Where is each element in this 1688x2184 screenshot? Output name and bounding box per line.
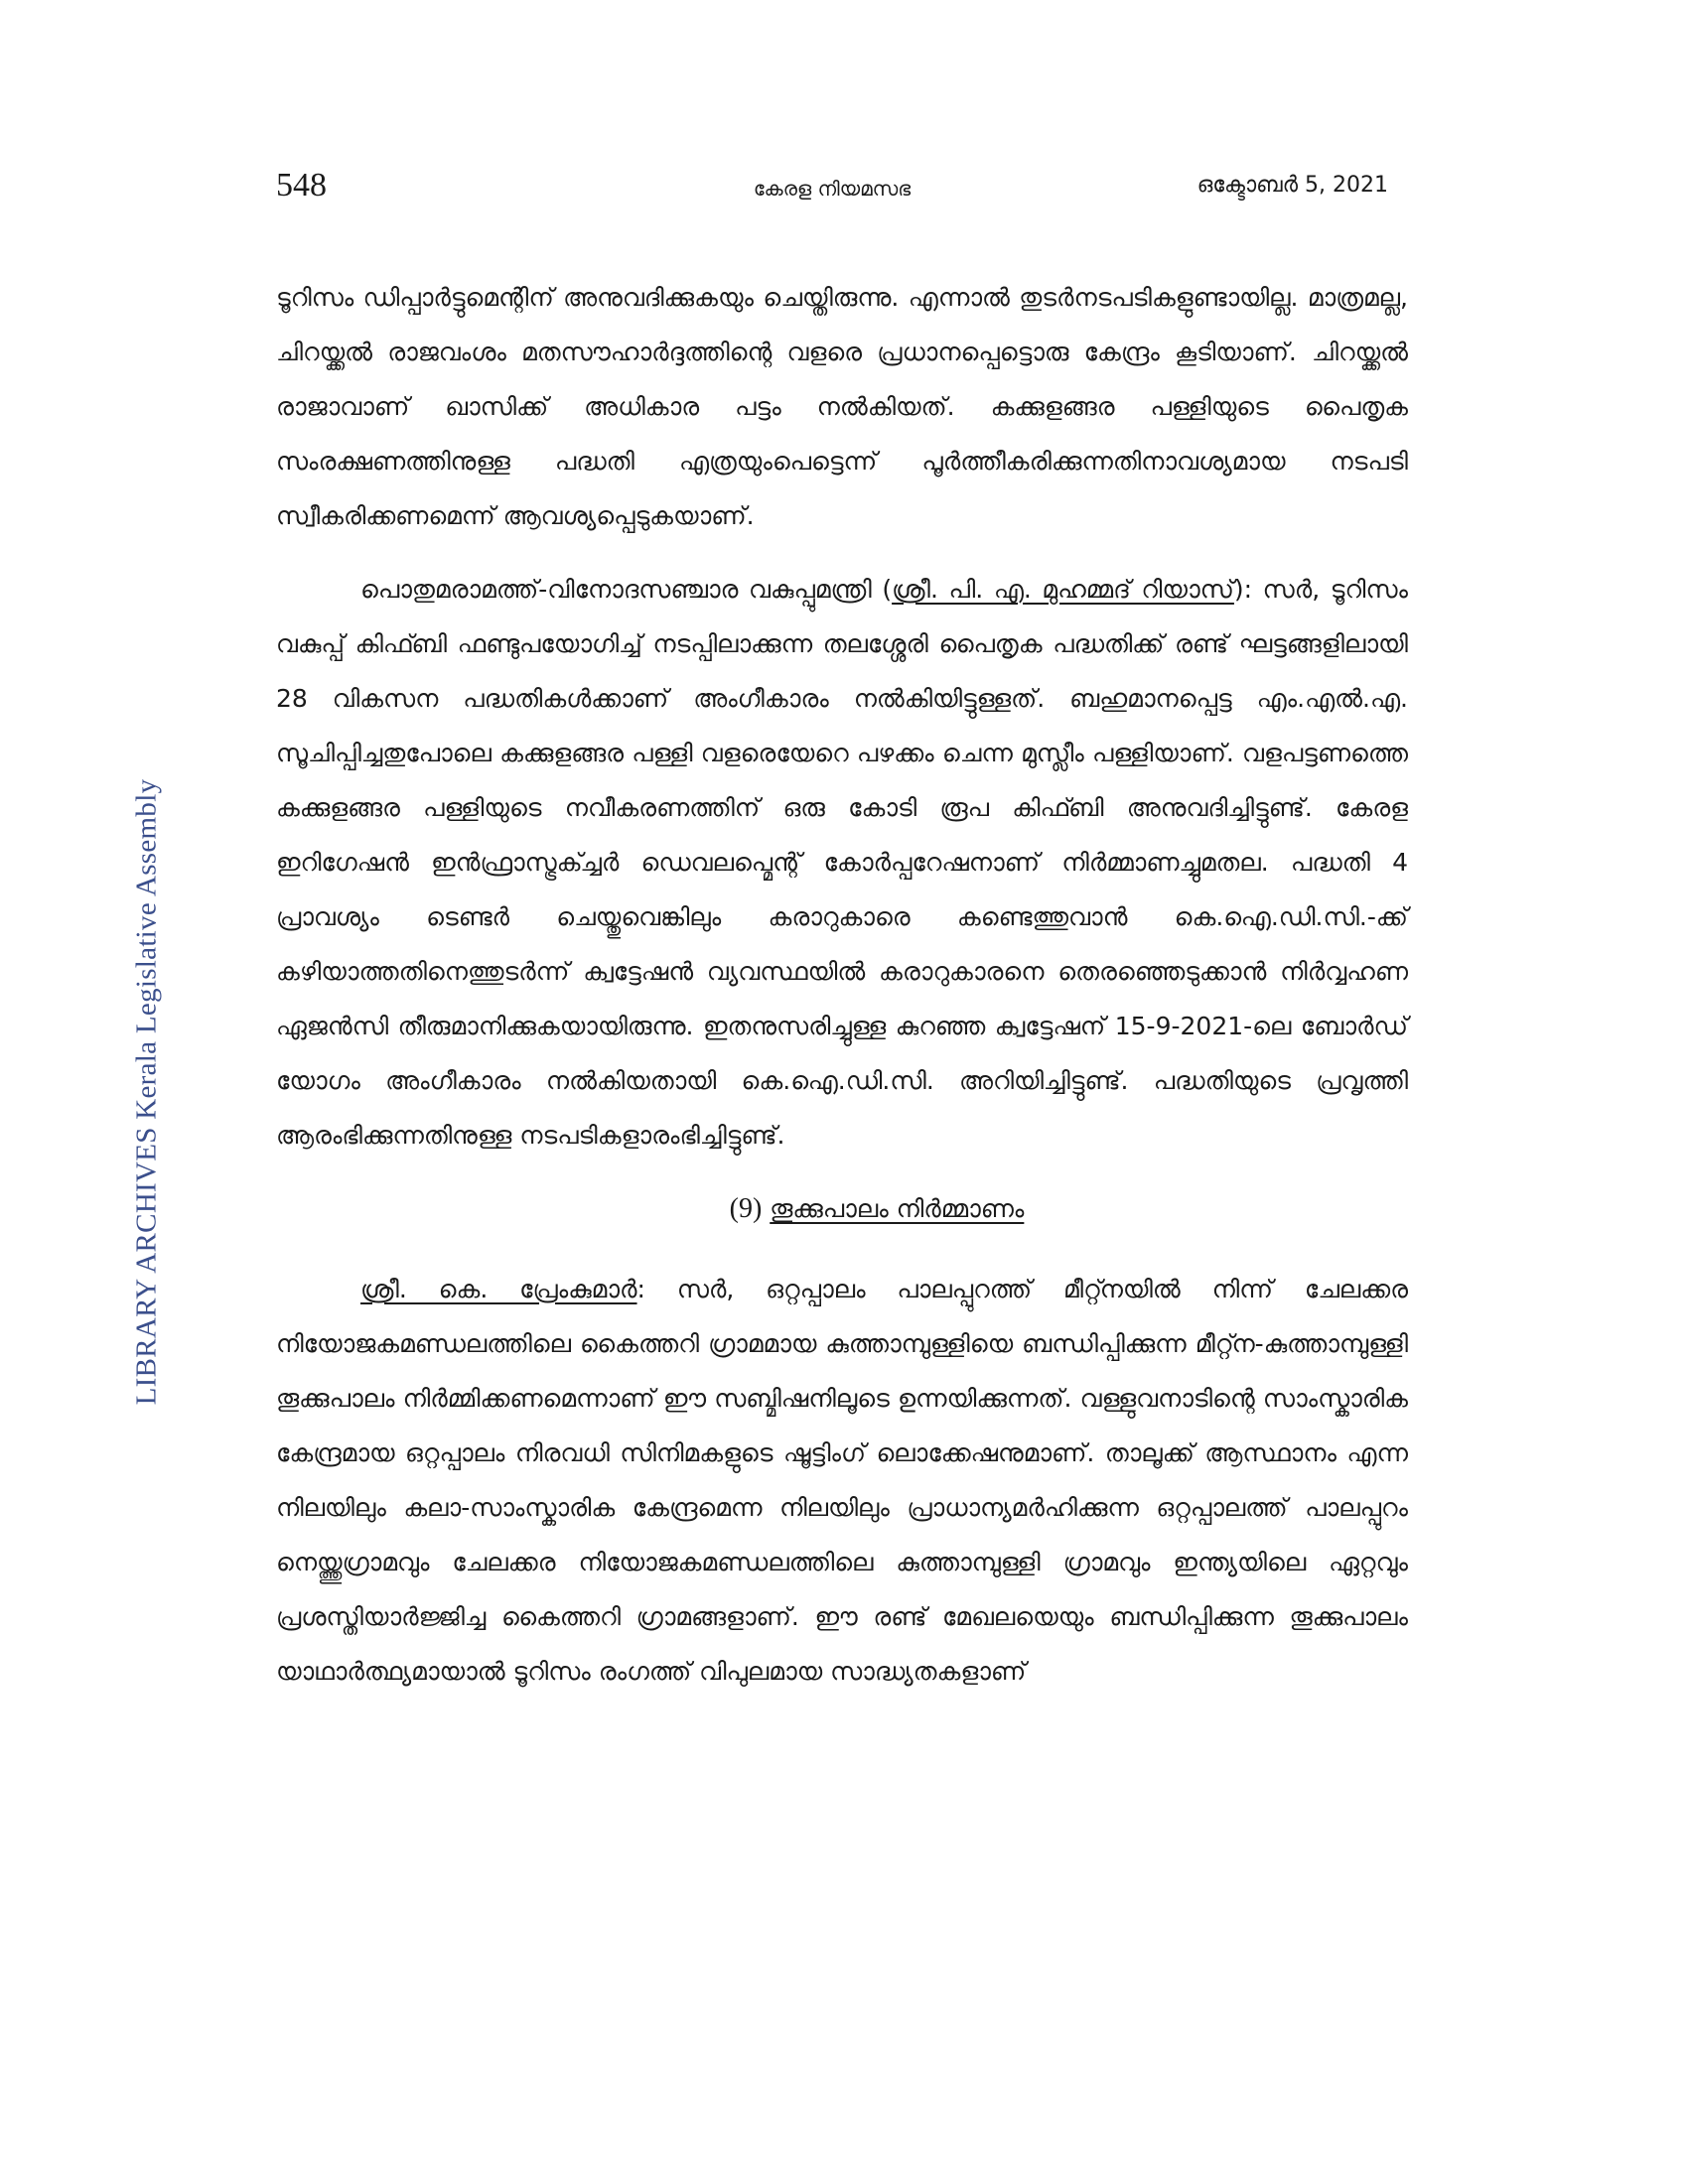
speaker-name: ശ്രീ. കെ. പ്രേംകുമാർ (360, 1275, 637, 1303)
speaker-name: ശ്രീ. പി. എ. മുഹമ്മദ് റിയാസ് (892, 575, 1234, 604)
library-archives-watermark: LIBRARY ARCHIVES Kerala Legislative Assembly (130, 778, 163, 1406)
submission-paragraph (276, 1262, 1408, 1699)
speaker-designation: പൊതുമരാമത്ത്-വിനോദസഞ്ചാര വകുപ്പുമന്ത്രി ( (360, 575, 893, 604)
reply-text: സർ, ടൂറിസം വകുപ്പ് കിഫ്ബി ഫണ്ടുപയോഗിച്ച് നടപ്പിലാക്കുന്ന തലശ്ശേരി പൈതൃക പദ്ധതിക്ക് രണ്ട് ഘട്ടങ്ങളിലായി 28 വികസന പദ്ധതികൾക്കാണ് അംഗീകാരം നൽകിയിട്ടുള്ളത്. ബഹുമാനപ്പെട്ട എം.എൽ.എ. സൂചിപ്പിച്ചതുപോലെ കക്കുളങ്ങര പള്ളി വളരെയേറെ പഴക്കം ചെന്ന മുസ്ലീം പള്ളിയാണ്. വളപട്ടണത്തെ കക്കുളങ്ങര പള്ളിയുടെ നവീകരണത്തിന് ഒരു കോടി രൂപ കിഫ്ബി അനുവദിച്ചിട്ടുണ്ട്. കേരള ഇറിഗേഷൻ ഇൻഫ്രാസ്ട്രക്ച്ചർ ഡെവലപ്മെന്റ് കോർപ്പറേഷനാണ് നിർമ്മാണച്ചുമതല. പദ്ധതി 4 പ്രാവശ്യം ടെണ്ടർ ചെയ്തുവെങ്കിലും കരാറുകാരെ കണ്ടെത്തുവാൻ കെ.ഐ.ഡി.സി.-ക്ക് കഴിയാത്തതിനെത്തുടർന്ന് ക്വട്ടേഷൻ വ്യവസ്ഥയിൽ കരാറുകാരനെ തെരഞ്ഞെടുക്കാൻ നിർവ്വഹണ ഏജൻസി തീരുമാനിക്കുകയായിരുന്നു. ഇതനുസരിച്ചുള്ള കുറഞ്ഞ ക്വട്ടേഷന് 15-9-2021-ലെ ബോർഡ് യോഗം അംഗീകാരം നൽകിയതായി കെ.ഐ.ഡി.സി. അറിയിച്ചിട്ടുണ്ട്. പദ്ധതിയുടെ പ്രവൃത്തി ആരംഭിക്കുന്നതിനുള്ള നടപടികളാരംഭിച്ചിട്ടുണ്ട്. (276, 575, 1408, 1150)
section-number: (9) (729, 1193, 763, 1224)
page-header (276, 167, 1388, 216)
page-number: 548 (276, 167, 327, 204)
minister-reply-paragraph (276, 562, 1408, 1162)
header-date: ഒക്ടോബർ 5, 2021 (1196, 173, 1388, 198)
header-title: കേരള നിയമസഭ (753, 177, 912, 201)
speaker-suffix: ): (1233, 575, 1253, 604)
paragraph-continued: ടൂറിസം ഡിപ്പാർട്ടുമെന്റിന് അനുവദിക്കുകയും ചെയ്തിരുന്നു. എന്നാൽ തുടർനടപടികളുണ്ടായില്ല. മാത്രമല്ല, ചിറയ്ക്കൽ രാജവംശം മതസൗഹാർദ്ദത്തിന്റെ വളരെ പ്രധാനപ്പെട്ടൊരു കേന്ദ്രം കൂടിയാണ്. ചിറയ്ക്കൽ രാജാവാണ് ഖാസിക്ക് അധികാര പട്ടം നൽകിയത്. കക്കുളങ്ങര പള്ളിയുടെ പൈതൃക സംരക്ഷണത്തിനുള്ള പദ്ധതി എത്രയുംപെട്ടെന്ന് പൂർത്തീകരിക്കുന്നതിനാവശ്യമായ നടപടി സ്വീകരിക്കണമെന്ന് ആവശ്യപ്പെടുകയാണ്. (276, 283, 1408, 530)
submission-text: സർ, ഒറ്റപ്പാലം പാലപ്പുറത്ത് മീറ്റ്നയിൽ നിന്ന് ചേലക്കര നിയോജകമണ്ഡലത്തിലെ കൈത്തറി ഗ്രാമമായ കുത്താമ്പുള്ളിയെ ബന്ധിപ്പിക്കുന്ന മീറ്റ്ന-കുത്താമ്പുള്ളി തൂക്കുപാലം നിർമ്മിക്കണമെന്നാണ് ഈ സബ്മിഷനിലൂടെ ഉന്നയിക്കുന്നത്. വള്ളുവനാടിന്റെ സാംസ്കാരിക കേന്ദ്രമായ ഒറ്റപ്പാലം നിരവധി സിനിമകളുടെ ഷൂട്ടിംഗ് ലൊക്കേഷനുമാണ്. താലൂക്ക് ആസ്ഥാനം എന്ന നിലയിലും കലാ-സാംസ്കാരിക കേന്ദ്രമെന്ന നിലയിലും പ്രാധാന്യമർഹിക്കുന്ന ഒറ്റപ്പാലത്ത് പാലപ്പുറം നെയ്ത്തുഗ്രാമവും ചേലക്കര നിയോജകമണ്ഡലത്തിലെ കുത്താമ്പുള്ളി ഗ്രാമവും ഇന്ത്യയിലെ ഏറ്റവും പ്രശസ്തിയാർജ്ജിച്ച കൈത്തറി ഗ്രാമങ്ങളാണ്. ഈ രണ്ട് മേഖലയെയും ബന്ധിപ്പിക്കുന്ന തൂക്കുപാലം യാഥാർത്ഥ്യമായാൽ ടൂറിസം രംഗത്ത് വിപുലമായ സാദ്ധ്യതകളാണ് (276, 1275, 1408, 1686)
section-title: തൂക്കുപാലം നിർമ്മാണം (770, 1194, 1025, 1223)
section-heading (276, 1181, 1408, 1236)
document-body (276, 270, 1408, 1717)
speaker-suffix: : (636, 1275, 645, 1303)
